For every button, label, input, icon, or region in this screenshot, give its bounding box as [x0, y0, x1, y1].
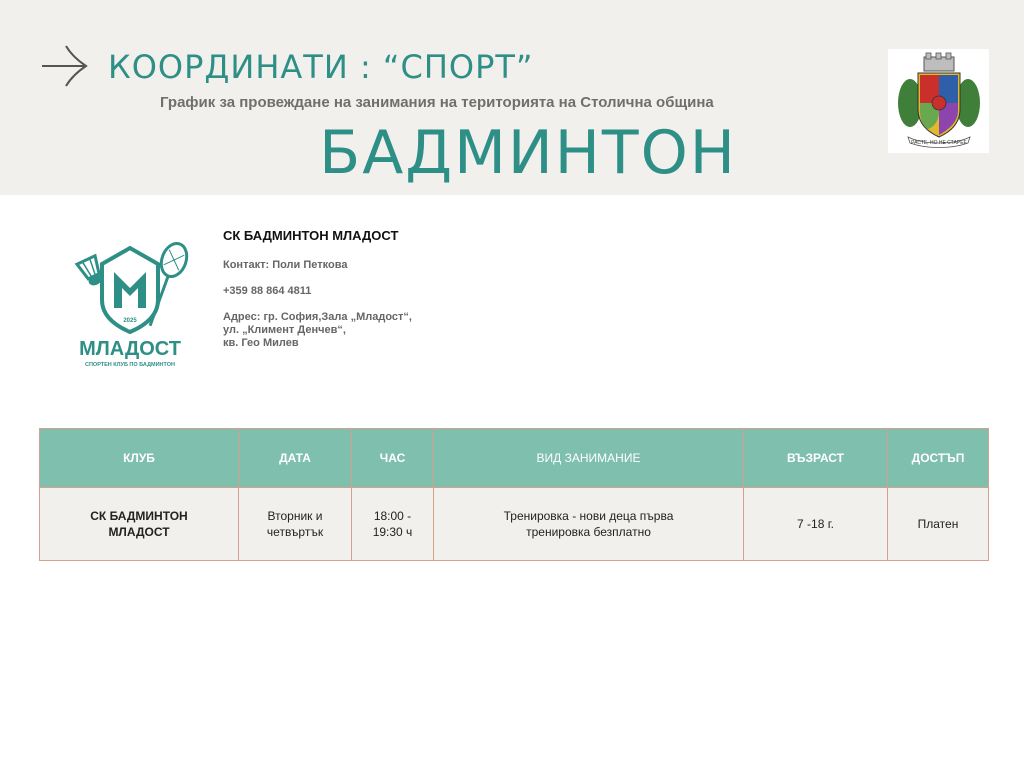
- cell-activity: Тренировка - нови деца първа тренировка безплатно: [434, 488, 744, 561]
- club-contact: Контакт: Поли Петкова: [223, 259, 348, 271]
- emblem-motto: РАСТЕ, НО НЕ СТАРЕЕ: [911, 140, 967, 146]
- address-line: ул. „Климент Денчев“,: [223, 324, 346, 336]
- page-subtitle: График за провеждане на занимания на територията на Столична община: [160, 94, 714, 111]
- club-phone[interactable]: +359 88 864 4811: [223, 285, 312, 297]
- coat-of-arms-icon: [888, 49, 989, 153]
- address-line: кв. Гео Милев: [223, 337, 299, 349]
- sofia-emblem: [888, 49, 989, 153]
- club-logo: [60, 236, 200, 370]
- page-title: КООРДИНАТИ : “СПОРТ”: [108, 48, 534, 86]
- badminton-club-logo-icon: [60, 236, 200, 370]
- column-header-activity: ВИД ЗАНИМАНИЕ: [434, 429, 744, 488]
- address-line: Адрес: гр. София,Зала „Младост“,: [223, 311, 412, 323]
- column-header-access: ДОСТЪП: [888, 429, 989, 488]
- column-header-date: ДАТА: [239, 429, 352, 488]
- club-info: [223, 228, 543, 350]
- cell-access: Платен: [888, 488, 989, 561]
- cell-date: Вторник и четвъртък: [239, 488, 352, 561]
- column-header-time: ЧАС: [352, 429, 434, 488]
- logo-name: МЛАДОСТ: [79, 338, 181, 360]
- arrow-right-icon: [40, 42, 88, 90]
- table-header-row: [40, 429, 989, 488]
- cell-time: 18:00 - 19:30 ч: [352, 488, 434, 561]
- logo-tagline: СПОРТЕН КЛУБ ПО БАДМИНТОН: [84, 362, 176, 368]
- schedule-table: [39, 428, 989, 561]
- table-row: [40, 488, 989, 561]
- logo-year: 2025: [123, 318, 137, 324]
- column-header-age: ВЪЗРАСТ: [744, 429, 888, 488]
- sport-title: БАДМИНТОН: [319, 118, 737, 188]
- column-header-club: КЛУБ: [40, 429, 239, 488]
- cell-age: 7 -18 г.: [744, 488, 888, 561]
- cell-club: СК БАДМИНТОН МЛАДОСТ: [40, 488, 239, 561]
- club-name: СК БАДМИНТОН МЛАДОСТ: [223, 228, 399, 243]
- club-address: [223, 311, 543, 350]
